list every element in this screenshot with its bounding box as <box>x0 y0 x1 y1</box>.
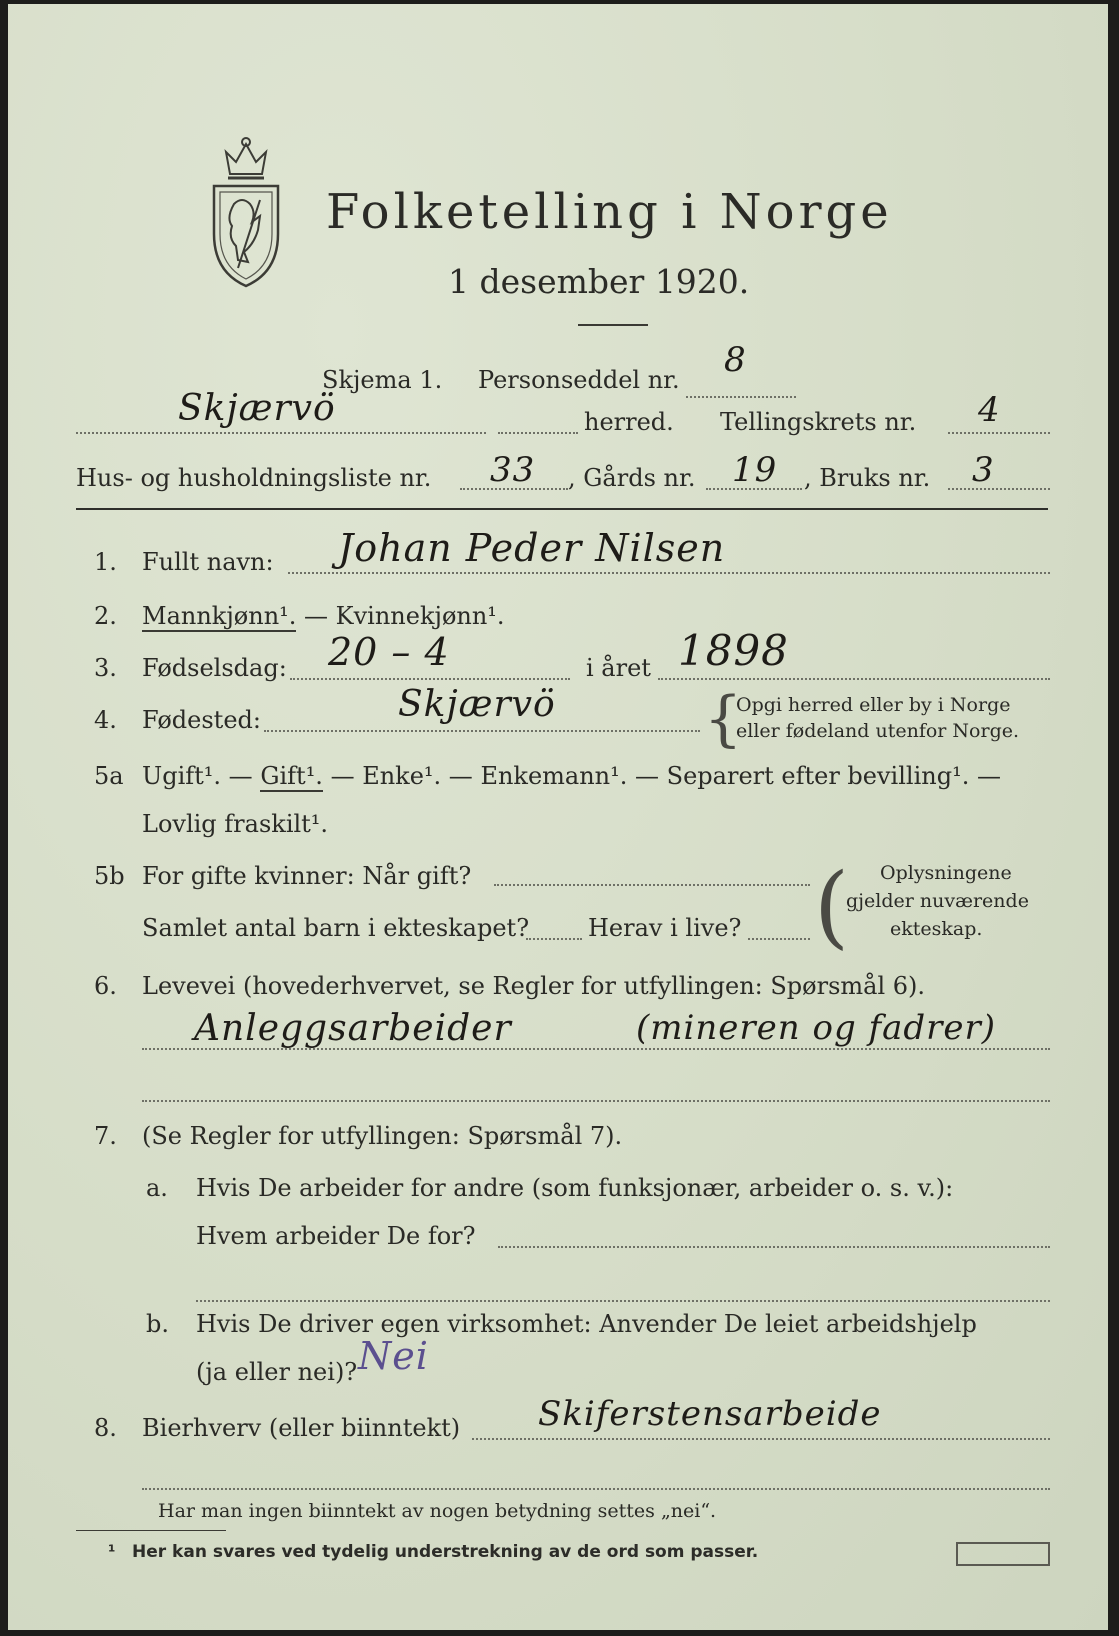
q2-separator: — <box>296 602 336 630</box>
header-rule <box>76 508 1048 510</box>
gards-label: , Gårds nr. <box>568 464 696 492</box>
footnote-mark: ¹ <box>108 1542 116 1562</box>
q3-number: 3. <box>94 654 117 682</box>
q5b-note-line1: Oplysningene <box>880 862 1012 884</box>
q8-label: Bierhverv (eller biinntekt) <box>142 1414 461 1442</box>
q2-female-option: Kvinnekjønn¹. <box>335 602 505 630</box>
q8-line <box>472 1438 1050 1440</box>
footnote-rule <box>76 1530 226 1531</box>
q5a-options <box>142 762 1001 790</box>
q4-birthplace-value: Skjærvö <box>398 684 556 725</box>
census-date: 1 desember 1920. <box>448 262 750 301</box>
skjema-label: Skjema 1. <box>322 366 443 394</box>
gards-value: 19 <box>732 450 778 490</box>
herred-label: herred. <box>584 408 674 436</box>
coat-of-arms-icon <box>208 134 284 290</box>
q7a-letter: a. <box>146 1174 168 1202</box>
q5b-alive-label: Herav i live? <box>588 914 742 942</box>
form-title: Folketelling i Norge <box>326 184 893 240</box>
q6-number: 6. <box>94 972 117 1000</box>
bruks-value: 3 <box>972 450 995 490</box>
q3-birthdate-value: 20 – 4 <box>328 630 450 674</box>
q7b-letter: b. <box>146 1310 169 1338</box>
q7a-label: Hvis De arbeider for andre (som funksjonær, arbeider o. s. v.): <box>196 1174 954 1202</box>
q5a-ugift-option: Ugift¹. — <box>142 762 253 790</box>
printer-stamp-icon <box>956 1542 1050 1566</box>
q5a-fraskilt-option: Lovlig fraskilt¹. <box>142 810 329 838</box>
q5b-married-line <box>494 884 810 886</box>
q3-year-value: 1898 <box>678 626 789 675</box>
q4-number: 4. <box>94 706 117 734</box>
q3-line <box>290 678 570 680</box>
q5b-note-line3: ekteskap. <box>890 918 983 940</box>
q7-label: (Se Regler for utfyllingen: Spørsmål 7). <box>142 1122 623 1150</box>
q5b-note-line2: gjelder nuværende <box>846 890 1029 912</box>
herred-value: Skjærvö <box>178 388 336 429</box>
q7a-employer-line <box>498 1246 1050 1248</box>
q1-full-name-value: Johan Peder Nilsen <box>338 526 726 570</box>
bruks-line <box>948 488 1050 490</box>
tellingskrets-label: Tellingskrets nr. <box>720 408 917 436</box>
q5b-children-label: Samlet antal barn i ekteskapet? <box>142 914 530 942</box>
q1-number: 1. <box>94 548 117 576</box>
census-form-sheet <box>8 4 1108 1630</box>
q8-secondary-income-value: Skiferstensarbeide <box>538 1394 882 1434</box>
q3-year-label: i året <box>586 654 651 682</box>
q1-label: Fullt navn: <box>142 548 274 576</box>
q4-note-line1: Opgi herred eller by i Norge <box>736 694 1011 716</box>
q5b-brace: ( <box>814 854 850 959</box>
q6-occupation-detail: (mineren og fadrer) <box>636 1008 997 1048</box>
q5a-other-options: — Enke¹. — Enkemann¹. — Separert efter bevilling¹. — <box>330 762 1001 790</box>
q6-label: Levevei (hovederhvervet, se Regler for utfyllingen: Spørsmål 6). <box>142 972 926 1000</box>
q7a-employer-label: Hvem arbeider De for? <box>196 1222 476 1250</box>
tellingskrets-value: 4 <box>978 390 1001 430</box>
q7-number: 7. <box>94 1122 117 1150</box>
personseddel-label: Personseddel nr. <box>478 366 680 394</box>
herred-line <box>76 432 486 434</box>
q5b-alive-line <box>748 938 810 940</box>
q5a-gift-option: Gift¹. <box>260 762 323 790</box>
q4-note-line2: eller fødeland utenfor Norge. <box>736 720 1020 742</box>
q7b-hired-help-value: Nei <box>358 1334 429 1378</box>
tellingskrets-line <box>948 432 1050 434</box>
bleed-through-1 <box>528 76 534 97</box>
q6-line-2 <box>142 1100 1050 1102</box>
q4-line <box>264 730 700 732</box>
q8-line-2 <box>142 1488 1050 1490</box>
q7b-label: Hvis De driver egen virksomhet: Anvender De leiet arbeidshjelp <box>196 1310 977 1338</box>
q4-label: Fødested: <box>142 706 261 734</box>
q7b-hired-help-label: (ja eller nei)? <box>196 1358 358 1386</box>
bruks-label: , Bruks nr. <box>804 464 931 492</box>
q4-brace: { <box>704 684 743 754</box>
bottom-note: Har man ingen biinntekt av nogen betydning settes „nei“. <box>158 1500 717 1522</box>
q2-number: 2. <box>94 602 117 630</box>
husholdningsliste-value: 33 <box>490 450 536 490</box>
q2-sex-options <box>142 602 505 630</box>
q5b-number: 5b <box>94 862 125 890</box>
herred-line-2 <box>498 432 578 434</box>
q8-number: 8. <box>94 1414 117 1442</box>
q2-male-option: Mannkjønn¹. <box>142 602 297 630</box>
personseddel-value: 8 <box>724 340 747 380</box>
q5b-label: For gifte kvinner: Når gift? <box>142 862 472 890</box>
q5b-children-line <box>526 938 582 940</box>
q3-label: Fødselsdag: <box>142 654 287 682</box>
q7a-employer-line-2 <box>196 1300 1050 1302</box>
husholdningsliste-label: Hus- og husholdningsliste nr. <box>76 464 432 492</box>
q6-occupation-value: Anleggsarbeider <box>194 1008 512 1049</box>
q3-year-line <box>658 678 1050 680</box>
personseddel-line <box>686 396 796 398</box>
title-divider <box>578 324 648 326</box>
footnote-text: Her kan svares ved tydelig understrekning av de ord som passer. <box>132 1542 759 1562</box>
q5a-number: 5a <box>94 762 124 790</box>
q1-line <box>288 572 1050 574</box>
